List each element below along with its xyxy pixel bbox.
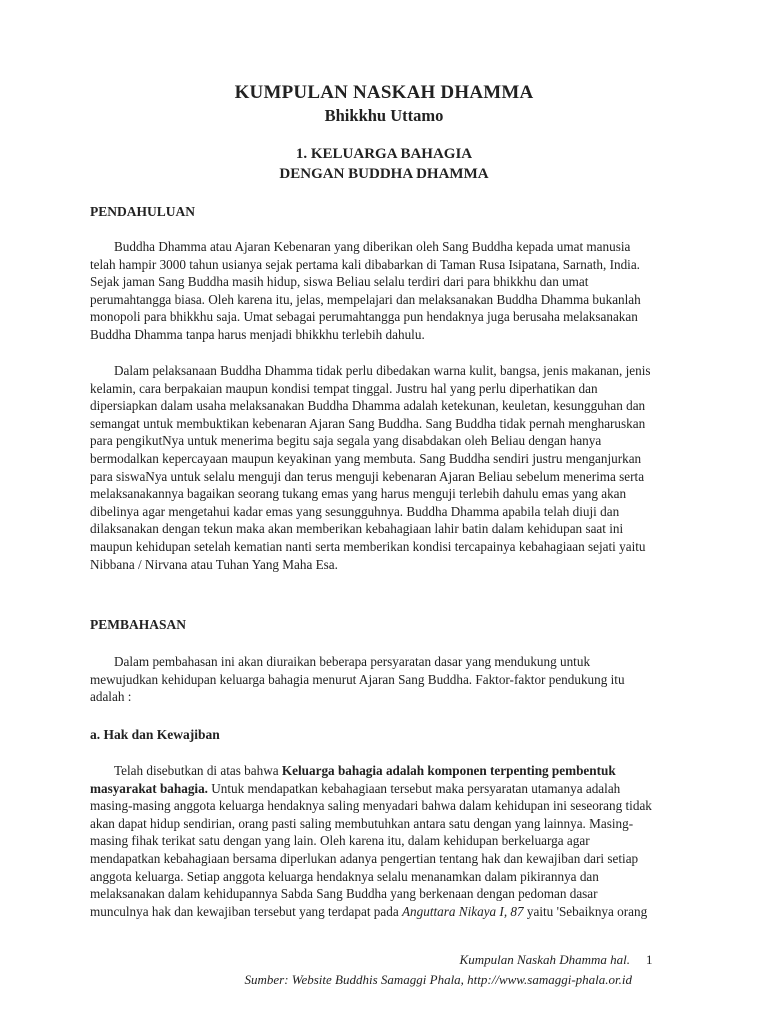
paragraph-line: telah hampir 3000 tahun usianya sejak pertama kali dibabarkan di Taman Rusa Isipatana, Sarnath, India. (90, 256, 640, 272)
paragraph-line: para pengikutNya untuk menerima begitu saja segala yang disabdakan oleh Beliau dengan hanya (90, 433, 602, 449)
paragraph-line: melaksanakan dalam kehidupannya Sabda Sang Buddha yang berkenaan dengan pedoman dasar (90, 886, 598, 902)
paragraph-line: mewujudkan kehidupan keluarga bahagia menurut Ajaran Sang Buddha. Faktor-faktor pendukung itu (90, 671, 625, 687)
paragraph-text: Telah disebutkan di atas bahwa (114, 763, 282, 778)
paragraph-line: dilaksanakan dengan tekun maka akan memberikan kebahagiaan lahir batin dalam kehidupan saat ini (90, 521, 624, 537)
paragraph-text: munculnya hak dan kewajiban tersebut yang terdapat pada (90, 903, 402, 919)
paragraph-line: semangat untuk membuktikan kebenaran Ajaran Sang Buddha. Sang Buddha tidak pernah mengharuskan (90, 415, 646, 431)
paragraph-3 (90, 653, 670, 706)
paragraph-line: Dalam pembahasan ini akan diuraikan beberapa persyaratan dasar yang mendukung untuk (114, 654, 591, 669)
emphasis-text: masyarakat bahagia. (90, 780, 208, 796)
paragraph-line: Dalam pelaksanaan Buddha Dhamma tidak perlu dibedakan warna kulit, bangsa, jenis makanan, jenis (114, 363, 651, 378)
paragraph-line: mendapatkan kebahagiaan bersama diperlukan adanya pengertian tentang hak dan kewajiban dari setiap (90, 850, 639, 866)
paragraph-line (90, 903, 670, 921)
paragraph-line: perumahtangga biasa. Oleh karena itu, jelas, mempelajari dan melaksanakan Buddha Dhamma bukanlah (90, 291, 641, 307)
paragraph-line: bermodalkan kepercayaan maupun keyakinan yang membuta. Sang Buddha sendiri justru menganjurkan (90, 450, 642, 466)
paragraph-4 (90, 762, 670, 920)
chapter-title-line-1: 1. KELUARGA BAHAGIA (295, 146, 473, 162)
paragraph-text: Untuk mendapatkan kebahagiaan tersebut maka persyaratan utamanya adalah (207, 780, 621, 796)
citation-text: Anguttara Nikaya I, 87 (402, 903, 524, 919)
paragraph-text: yaitu 'Sebaiknya orang (523, 903, 648, 919)
paragraph-line: kelamin, cara berpakaian maupun kondisi tempat tinggal. Justru hal yang perlu diperhatikan dan (90, 380, 598, 396)
paragraph-line: akan dapat hidup sendirian, orang pasti saling membutuhkan antara satu dengan yang lainnya. Masing- (90, 815, 634, 831)
document-title: KUMPULAN NASKAH DHAMMA (234, 82, 534, 103)
paragraph-line: maupun kehidupan setelah kematian nanti serta memberikan kondisi tercapainya kebahagiaan sejati yaitu (90, 538, 646, 554)
paragraph-line: melaksanakannya bagaikan seorang tukang emas yang harus menguji terlebih dahulu emas yang akan (90, 486, 627, 502)
subsection-heading-hak-kewajiban: a. Hak dan Kewajiban (90, 727, 220, 742)
paragraph-line: Sejak jaman Sang Buddha masih hidup, siswa Beliau selalu terdiri dari para bhikkhu dan umat (90, 274, 589, 290)
page-number: 1 (646, 952, 653, 967)
paragraph-2 (90, 362, 670, 573)
paragraph-line: adalah : (90, 689, 132, 705)
paragraph-line: Buddha Dhamma atau Ajaran Kebenaran yang diberikan oleh Sang Buddha kepada umat manusia (114, 239, 631, 254)
section-heading-pembahasan: PEMBAHASAN (90, 617, 187, 632)
emphasis-text: Keluarga bahagia adalah komponen terpenting pembentuk (281, 763, 616, 778)
paragraph-line: Nibbana / Nirvana atau Tuhan Yang Maha Esa. (90, 556, 338, 572)
paragraph-line: masing-masing anggota keluarga hendaknya saling menyadari bahwa dalam kehidupan ini seseorang tidak (90, 798, 652, 814)
paragraph-line (90, 762, 670, 780)
document-author: Bhikkhu Uttamo (324, 106, 444, 125)
paragraph-line: para siswaNya untuk selalu menguji dan terus menguji kebenaran Ajaran Beliau sebelum menerima serta (90, 468, 645, 484)
paragraph-line: dipersiapkan dalam usaha melaksanakan Buddha Dhamma adalah ketekunan, keuletan, kesungguhan dan (90, 398, 646, 414)
paragraph-line: masing fihak terikat satu dengan yang lain. Oleh karena itu, dalam kehidupan berkeluarga agar (90, 833, 590, 849)
paragraph-line: anggota keluarga. Setiap anggota keluarga hendaknya selalu menanamkan dalam pikirannya dan (90, 868, 599, 884)
footer-book-title: Kumpulan Naskah Dhamma hal. (459, 952, 630, 967)
paragraph-line: dibelinya agar mengetahui kadar emas yang sesungguhnya. Buddha Dhamma apabila telah diuji dan (90, 503, 620, 519)
section-heading-pendahuluan: PENDAHULUAN (90, 204, 196, 219)
paragraph-line: monopoli para bhikkhu saja. Umat sebagai perumahtangga pun hendaknya juga berusaha melaksanakan (90, 309, 638, 325)
paragraph-1 (90, 238, 670, 344)
chapter-title-line-2: DENGAN BUDDHA DHAMMA (279, 166, 489, 182)
footer-source: Sumber: Website Buddhis Samaggi Phala, http://www.samaggi-phala.or.id (244, 972, 632, 987)
paragraph-line: Buddha Dhamma tanpa harus menjadi bhikkhu terlebih dahulu. (90, 326, 425, 342)
paragraph-line (90, 780, 670, 798)
